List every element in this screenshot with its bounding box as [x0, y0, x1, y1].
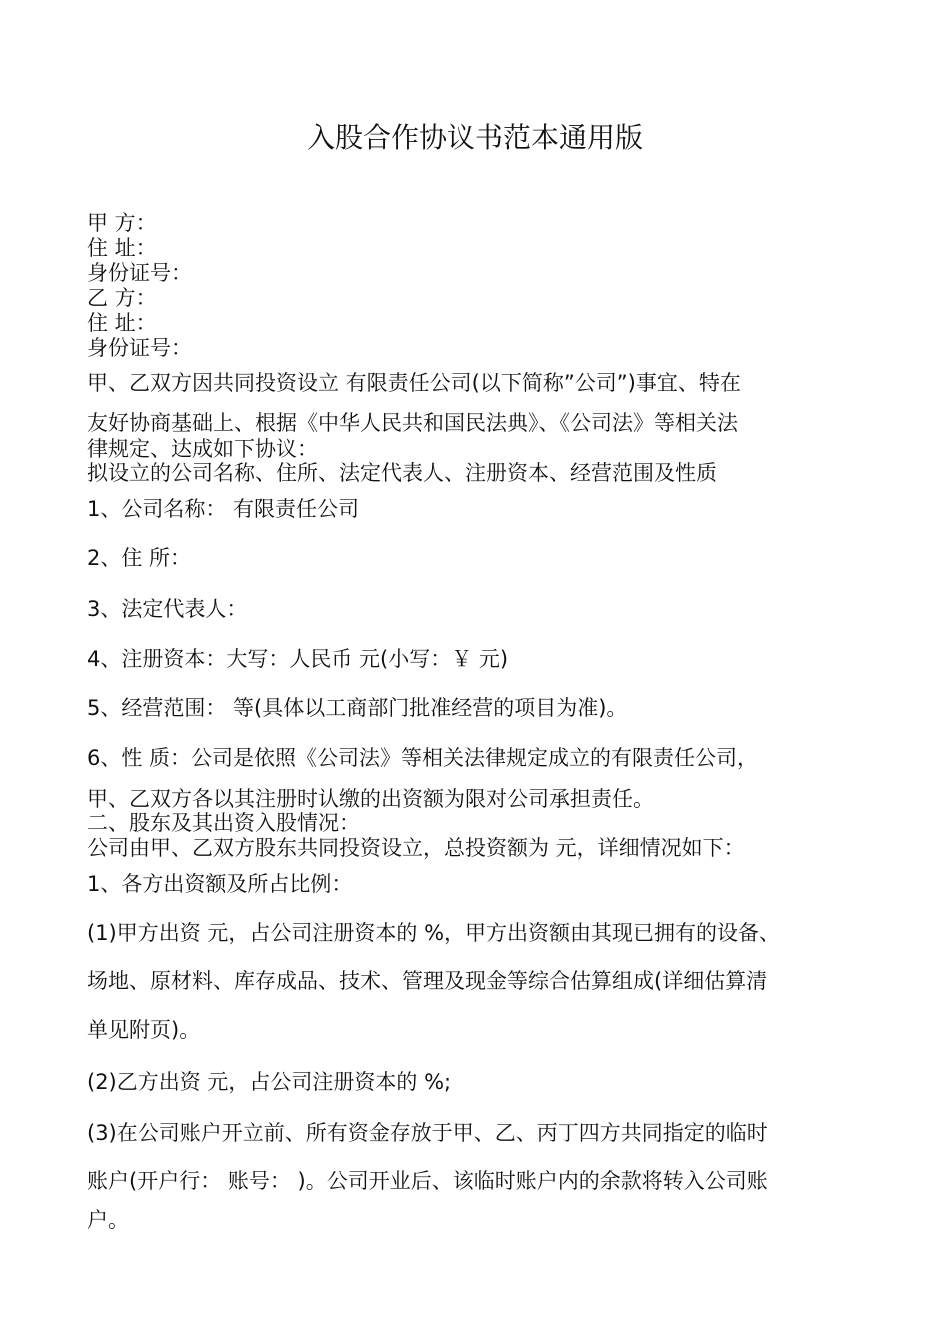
party-a-contribution-line-2: 场地、原材料、库存成品、技术、管理及现金等综合估算组成(详细估算清 — [87, 969, 768, 993]
clause-registered-capital: 4、注册资本：大写：人民币 元(小写：￥ 元) — [87, 647, 509, 671]
clause-company-name: 1、公司名称： 有限责任公司 — [87, 497, 360, 521]
clause-business-scope: 5、经营范围： 等(具体以工商部门批准经营的项目为准)。 — [87, 696, 628, 720]
preamble-line-1: 甲、乙双方因共同投资设立 有限责任公司(以下简称”公司”)事宜、特在 — [87, 371, 741, 395]
temp-account-line-2: 账户(开户行： 账号： )。公司开业后、该临时账户内的余款将转入公司账 — [87, 1169, 768, 1193]
party-a-address-label: 住 址： — [87, 236, 157, 260]
temp-account-line-1: (3)在公司账户开立前、所有资金存放于甲、乙、丙丁四方共同指定的临时 — [87, 1121, 768, 1145]
party-b-id-label: 身份证号： — [87, 336, 192, 360]
document-title: 入股合作协议书范本通用版 — [306, 121, 643, 154]
clause-legal-representative: 3、法定代表人： — [87, 597, 248, 621]
party-a-contribution-line-1: (1)甲方出资 元，占公司注册资本的 %，甲方出资额由其现已拥有的设备、 — [87, 921, 781, 945]
party-b-contribution: (2)乙方出资 元，占公司注册资本的 %; — [87, 1070, 452, 1094]
clause-nature-line-1: 6、性 质：公司是依照《公司法》等相关法律规定成立的有限责任公司， — [87, 746, 759, 770]
preamble-line-3: 律规定、达成如下协议： — [87, 437, 318, 461]
section-heading-shareholders: 二、股东及其出资入股情况： — [87, 811, 360, 835]
subclause-contribution-ratio: 1、各方出资额及所占比例： — [87, 872, 353, 896]
party-b-address-label: 住 址： — [87, 311, 157, 335]
clause-nature-line-2: 甲、乙双方各以其注册时认缴的出资额为限对公司承担责任。 — [87, 787, 654, 811]
preamble-line-2: 友好协商基础上、根据《中华人民共和国民法典》、《公司法》等相关法 — [87, 411, 738, 435]
party-a-label: 甲 方： — [87, 211, 157, 235]
clause-domicile: 2、住 所： — [87, 546, 192, 570]
party-a-contribution-line-3: 单见附页)。 — [87, 1018, 201, 1042]
section-heading-company: 拟设立的公司名称、住所、法定代表人、注册资本、经营范围及性质 — [87, 461, 717, 485]
party-a-id-label: 身份证号： — [87, 261, 192, 285]
party-b-label: 乙 方： — [87, 286, 157, 310]
temp-account-line-3: 户。 — [87, 1208, 129, 1232]
investment-summary: 公司由甲、乙双方股东共同投资设立，总投资额为 元，详细情况如下： — [87, 836, 745, 860]
